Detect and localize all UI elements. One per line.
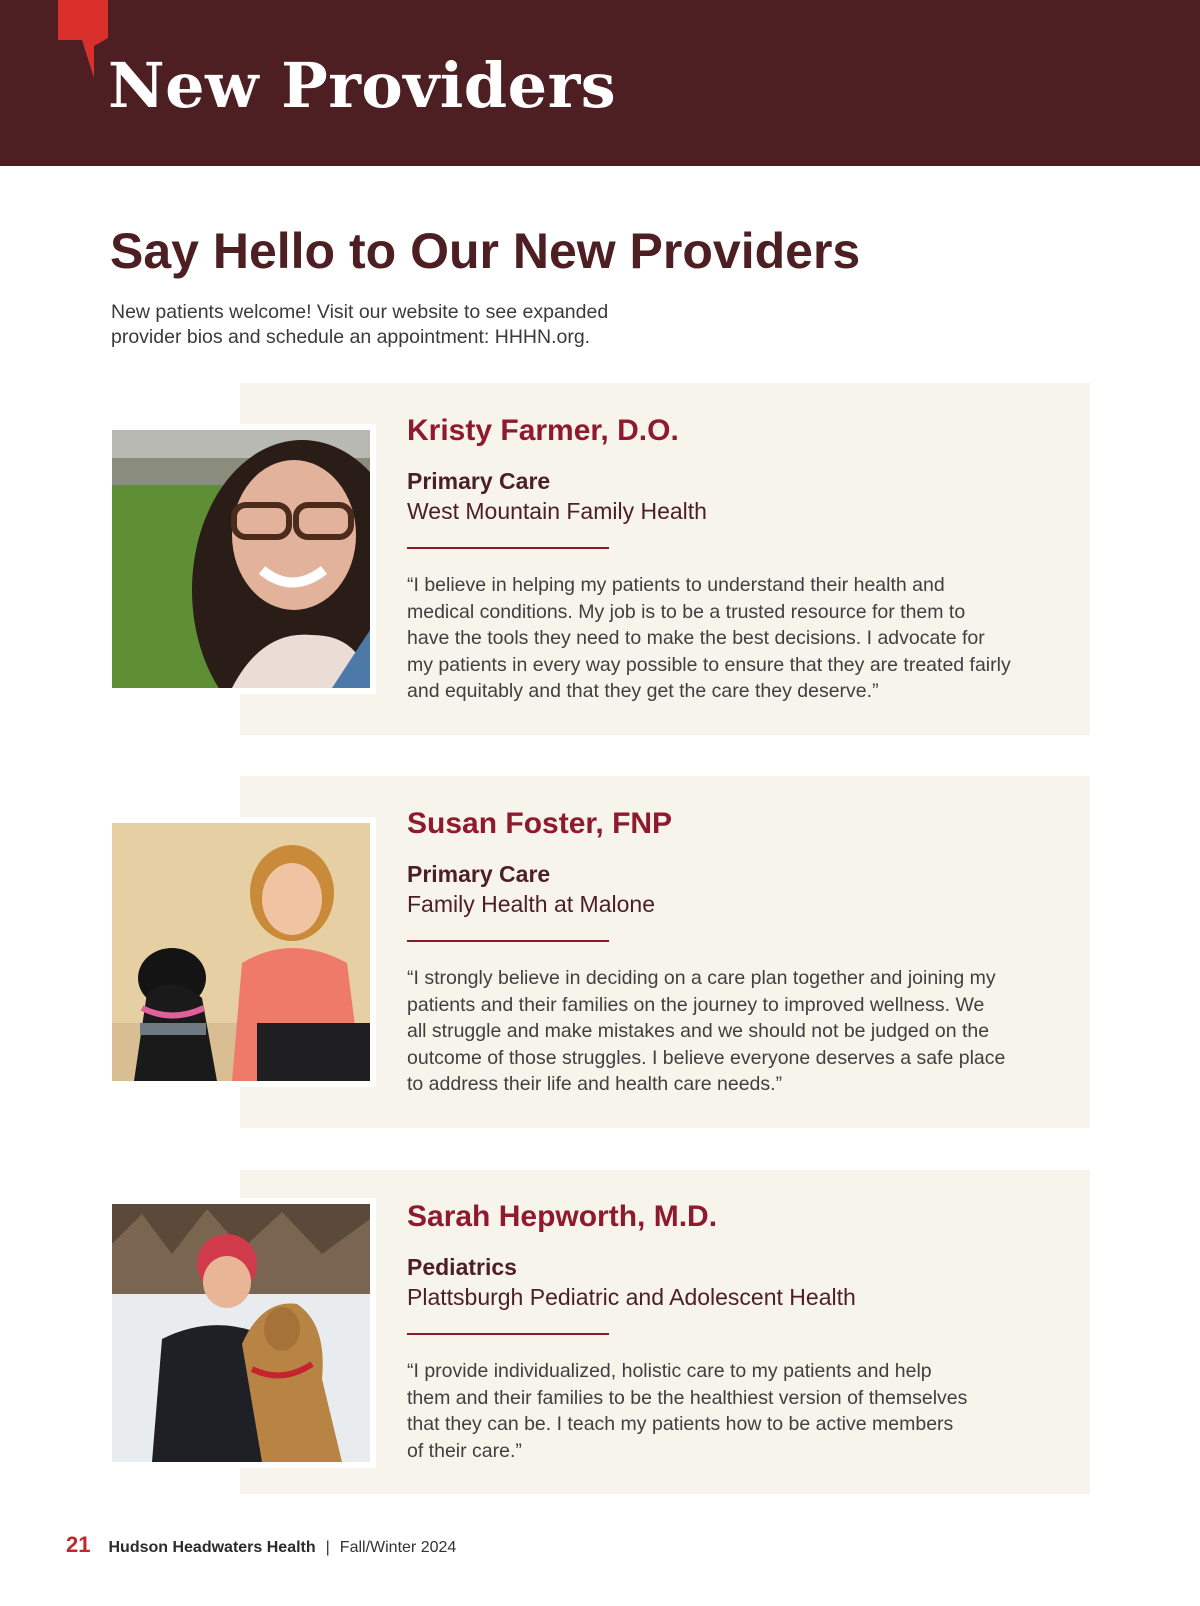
issue-label: Fall/Winter 2024: [339, 1539, 457, 1556]
provider-name: Sarah Hepworth, M.D.: [407, 1200, 718, 1233]
quote-line: have the tools they need to make the best decisions. I advocate for: [407, 627, 985, 650]
provider-location: West Mountain Family Health: [407, 498, 707, 524]
bookmark-tab-icon: [58, 0, 108, 78]
quote-line: medical conditions. My job is to be a trusted resource for them to: [407, 600, 966, 623]
quote-line: and equitably and that they get the care they deserve.”: [407, 680, 879, 703]
section-title: New Providers: [108, 49, 617, 122]
quote-line: of their care.”: [407, 1439, 522, 1462]
intro-text: [111, 300, 671, 350]
provider-name: Susan Foster, FNP: [407, 807, 673, 840]
quote-line: patients and their families on the journey to improved wellness. We: [407, 993, 985, 1016]
quote-line: them and their families to be the healthiest version of themselves: [407, 1386, 968, 1409]
provider-photo-frame: [106, 1198, 376, 1468]
portrait-photo-icon: [112, 1204, 370, 1462]
divider-rule: [407, 940, 609, 942]
intro-line: provider bios and schedule an appointment: HHHN.org.: [111, 326, 591, 348]
provider-name: Kristy Farmer, D.O.: [407, 414, 679, 447]
publication-name: Hudson Headwaters Health: [108, 1539, 316, 1556]
quote-line: “I provide individualized, holistic care to my patients and help: [407, 1360, 932, 1382]
provider-quote: [407, 572, 1067, 705]
quote-line: “I believe in helping my patients to understand their health and: [407, 574, 945, 596]
quote-line: outcome of those struggles. I believe everyone deserves a safe place: [407, 1046, 1006, 1069]
page-number: 21: [66, 1532, 91, 1557]
quote-line: that they can be. I teach my patients how to be active members: [407, 1413, 954, 1436]
intro-line: New patients welcome! Visit our website to see expanded: [111, 301, 609, 323]
provider-specialty: Primary Care: [407, 861, 551, 887]
page-footer: [66, 1532, 456, 1558]
quote-line: my patients in every way possible to ensure that they are treated fairly: [407, 653, 1011, 676]
page-heading: Say Hello to Our New Providers: [110, 223, 861, 279]
portrait-photo-icon: [112, 430, 370, 688]
quote-line: to address their life and health care needs.”: [407, 1073, 783, 1096]
quote-line: “I strongly believe in deciding on a care plan together and joining my: [407, 967, 996, 989]
provider-quote: [407, 965, 1067, 1098]
quote-line: all struggle and make mistakes and we should not be judged on the: [407, 1020, 990, 1043]
provider-quote: [407, 1358, 1067, 1464]
provider-location: Family Health at Malone: [407, 891, 655, 917]
portrait-photo-icon: [112, 823, 370, 1081]
provider-location: Plattsburgh Pediatric and Adolescent Health: [407, 1284, 856, 1310]
divider-rule: [407, 547, 609, 549]
footer-separator: |: [325, 1539, 330, 1556]
provider-photo-frame: [106, 817, 376, 1087]
divider-rule: [407, 1333, 609, 1335]
provider-photo-frame: [106, 424, 376, 694]
provider-specialty: Pediatrics: [407, 1254, 517, 1280]
provider-specialty: Primary Care: [407, 468, 551, 494]
